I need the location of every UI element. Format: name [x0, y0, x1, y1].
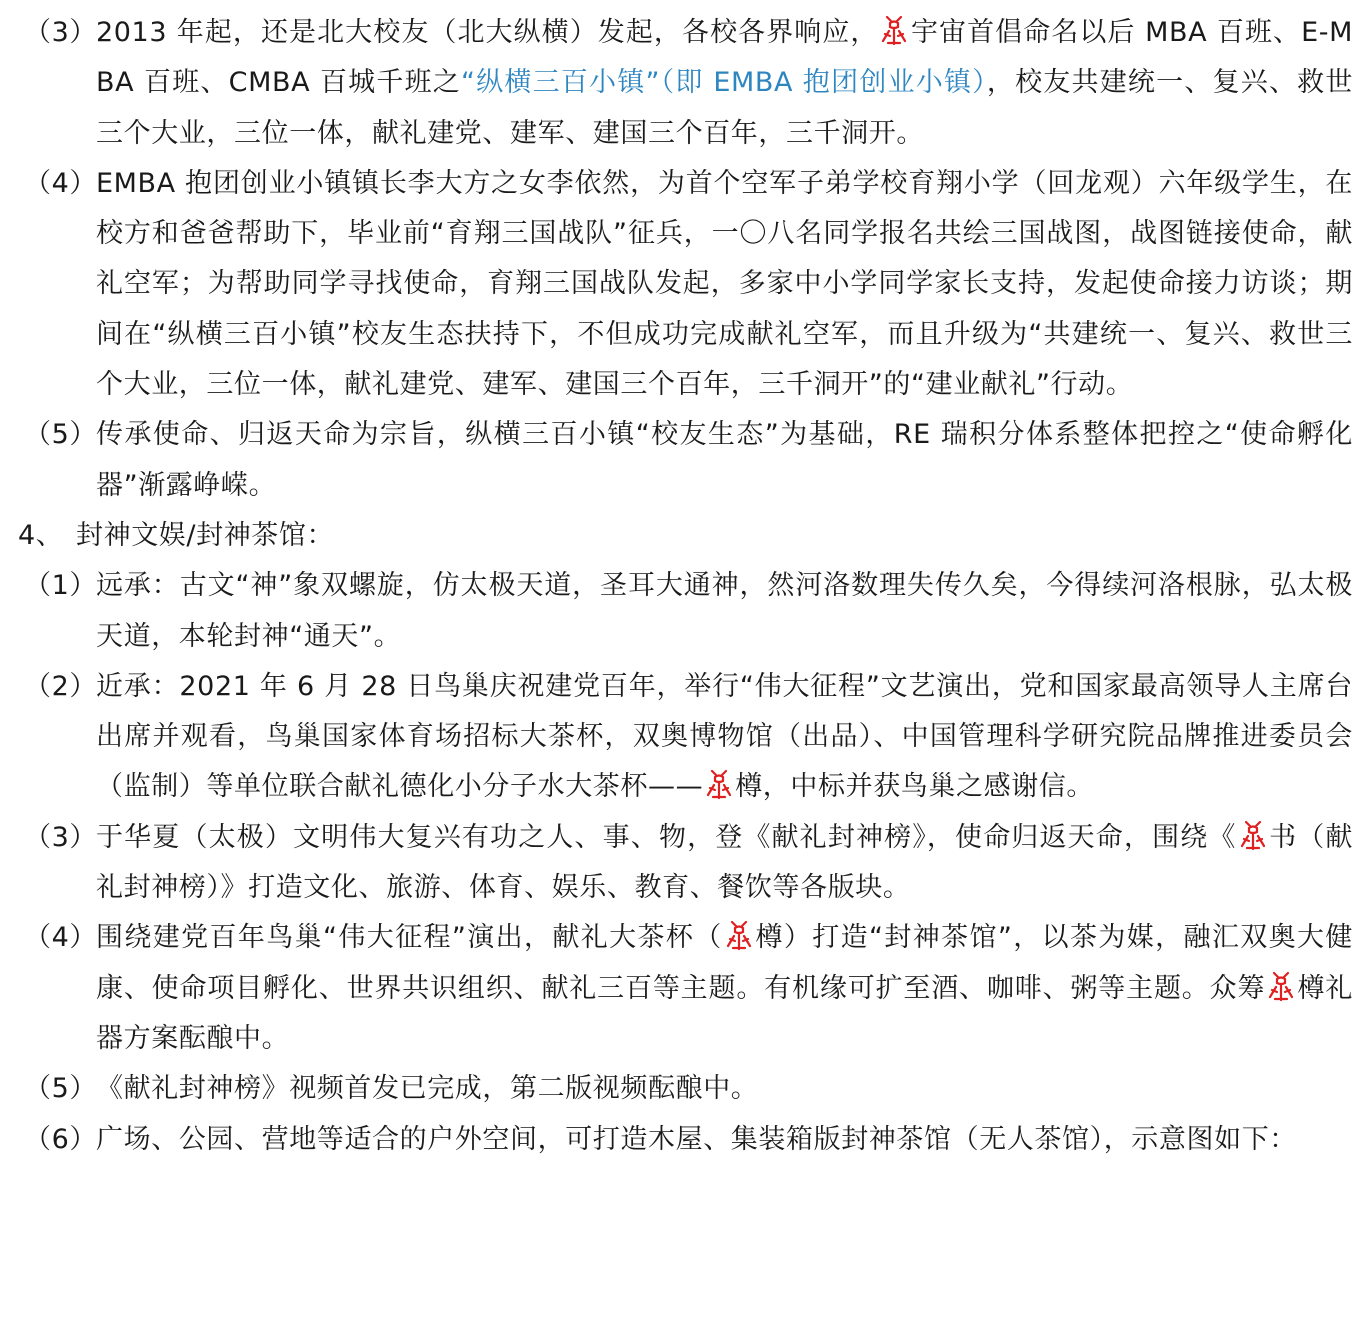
paragraph-number: （4） — [24, 922, 97, 954]
paragraph-text: EMBA 抱团创业小镇镇长李大方之女李依然，为首个空军子弟学校育翔小学（回龙观）六年级学生，在校方和爸爸帮助下，毕业前“育翔三国战队”征兵，一〇八名同学报名共绘三国战图，战图链接使命，献礼空军；为帮助同学寻找使命，育翔三国战队发起，多家中小学同学家长支持，发起使命接力访谈；期间在“纵横三百小镇”校友生态扶持下，不但成功完成献礼空军，而且升级为“共建统一、复兴、救世三个大业，三位一体，献礼建党、建军、建国三个百年，三千洞开”的“建业献礼”行动。 — [96, 167, 1353, 401]
paragraph-number: （2） — [24, 670, 97, 702]
custom-glyph-icon — [1266, 970, 1296, 1002]
paragraph-number: （4） — [24, 167, 97, 199]
section4-item-1 — [0, 561, 1367, 662]
paragraph-text: 围绕建党百年鸟巢“伟大征程”演出，献礼大茶杯（ — [96, 922, 723, 954]
document-page — [0, 8, 1367, 1165]
custom-glyph-icon — [724, 919, 754, 951]
paragraph-number: （3） — [24, 17, 97, 48]
paragraph-5 — [0, 410, 1367, 511]
section-heading — [0, 511, 1367, 561]
section4-item-4 — [0, 913, 1367, 1064]
section4-item-3 — [0, 813, 1367, 914]
paragraph-text: 樽，中标并获鸟巢之感谢信。 — [735, 771, 1095, 803]
paragraph-number: （5） — [24, 1073, 97, 1105]
custom-glyph-icon — [704, 768, 734, 800]
paragraph-text: 樽）打造“封神茶馆”，以茶为媒，融汇双奥大健康、使命项目孵化、世界共识组织、献礼三百等主题。有机缘可扩至酒、咖啡、粥等主题。众筹 — [96, 922, 1353, 1004]
paragraph-number: （5） — [24, 419, 97, 451]
paragraph-text: 于华夏（太极）文明伟大复兴有功之人、事、物，登《献礼封神榜》，使命归返天命，围绕《 — [96, 821, 1237, 853]
section4-item-6 — [0, 1115, 1367, 1165]
paragraph-text: 《献礼封神榜》视频首发已完成，第二版视频酝酿中。 — [96, 1073, 759, 1105]
section4-item-2 — [0, 662, 1367, 813]
section-number: 4、 — [18, 519, 64, 551]
paragraph-text: 远承：古文“神”象双螺旋，仿太极天道，圣耳大通神，然河洛数理失传久矣，今得续河洛根脉，弘太极天道，本轮封神“通天”。 — [96, 570, 1353, 652]
paragraph-text: 樽礼器方案酝酿中。 — [96, 972, 1353, 1054]
paragraph-text: 近承：2021 年 6 月 28 日鸟巢庆祝建党百年，举行“伟大征程”文艺演出，党和国家最高领导人主席台出席并观看，鸟巢国家体育场招标大茶杯，双奥博物馆（出品）、中国管理科学研究院品牌推进委员会（监制）等单位联合献礼德化小分子水大茶杯—— — [96, 670, 1353, 803]
paragraph-3 — [0, 8, 1367, 159]
paragraph-4 — [0, 159, 1367, 410]
paragraph-text: 传承使命、归返天命为宗旨，纵横三百小镇“校友生态”为基础，RE 瑞积分体系整体把控之“使命孵化器”渐露峥嵘。 — [96, 419, 1353, 501]
paragraph-number: （3） — [24, 821, 97, 853]
paragraph-text: 宇宙首倡命名以后 MBA 百班、E-MBA 百班、CMBA 百城千班之 — [96, 17, 1353, 99]
section4-item-5 — [0, 1064, 1367, 1114]
paragraph-text: 书（献礼封神榜）》打造文化、旅游、体育、娱乐、教育、餐饮等各版块。 — [96, 821, 1353, 904]
paragraph-text: 2013 年起，还是北大校友（北大纵横）发起，各校各界响应， — [96, 17, 879, 48]
town-link[interactable]: “纵横三百小镇”（即 EMBA 抱团创业小镇） — [461, 67, 987, 99]
paragraph-text: ，校友共建统一、复兴、救世三个大业，三位一体，献礼建党、建军、建国三个百年，三千洞开。 — [96, 67, 1353, 149]
custom-glyph-icon — [879, 14, 909, 46]
paragraph-number: （6） — [24, 1123, 97, 1155]
custom-glyph-icon — [1238, 819, 1268, 851]
section-title: 封神文娱/封神茶馆： — [76, 519, 335, 551]
paragraph-text: 广场、公园、营地等适合的户外空间，可打造木屋、集装箱版封神茶馆（无人茶馆），示意图如下： — [96, 1123, 1297, 1155]
paragraph-number: （1） — [24, 570, 97, 602]
